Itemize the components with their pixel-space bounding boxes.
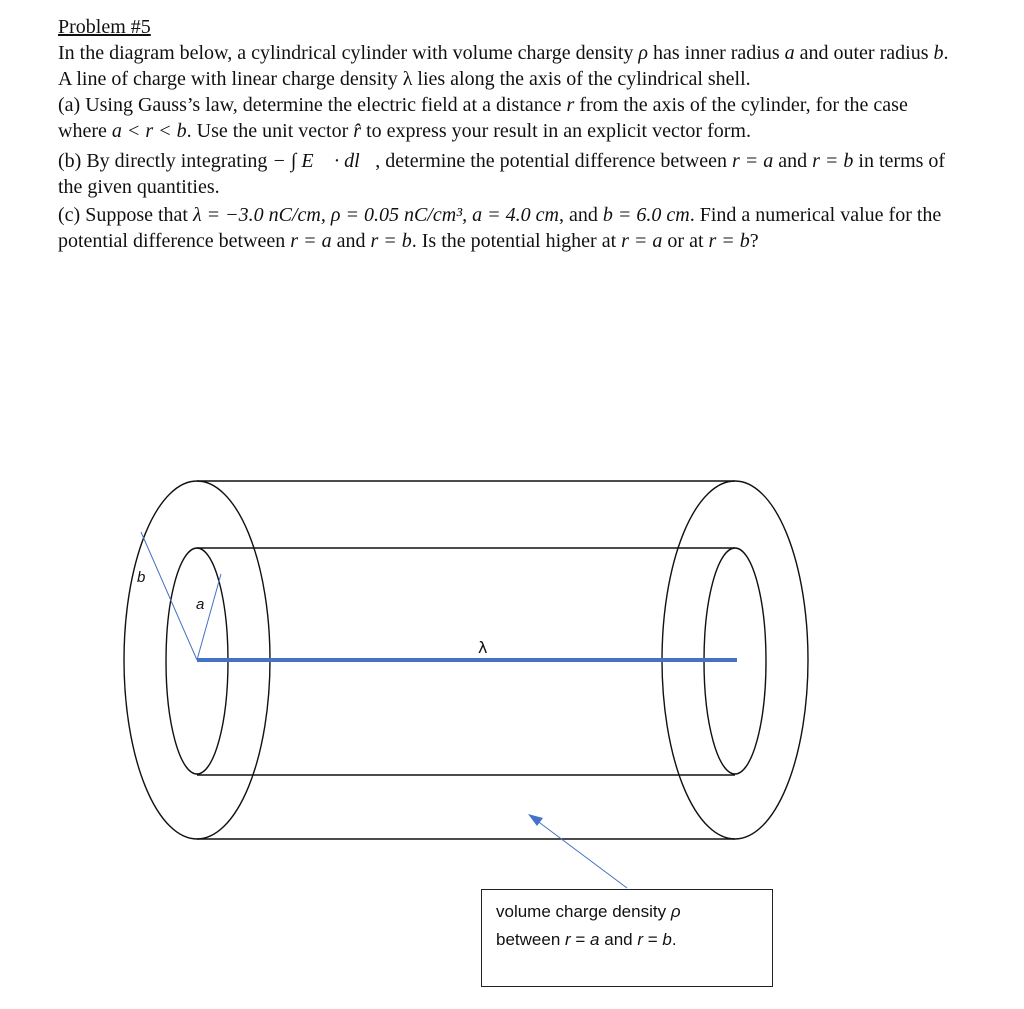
part-a: (a) Using Gauss’s law, determine the electric field at a distance r from the axis of the cylinder, for the case where a < r < b. Use the unit vector r̂ to express your result in an explicit vector form. [58, 94, 908, 142]
radius-a-line [197, 574, 221, 660]
label-b: b [137, 569, 146, 586]
part-c: (c) Suppose that λ = −3.0 nC/cm, ρ = 0.05 nC/cm³, a = 4.0 cm, and b = 6.0 cm. Find a numerical value for the potential difference between r = a and r = b. Is the potential higher at r = a or at r = b? [58, 204, 942, 252]
callout-arrow-line [536, 820, 627, 888]
callout-box [481, 889, 773, 987]
label-lambda: λ [478, 638, 488, 657]
problem-title: Problem #5 [58, 16, 151, 38]
label-a: a [196, 596, 205, 613]
part-b: (b) By directly integrating − ∫ E⃗ · dl⃗, determine the potential difference between r = a and r = b in terms of the given quantities. [58, 150, 946, 198]
problem-intro: In the diagram below, a cylindrical cylinder with volume charge density ρ has inner radius a and outer radius b. A line of charge with linear charge density λ lies along the axis of the cylindrical shell. [58, 42, 949, 90]
callout-arrowhead [528, 814, 543, 826]
callout-line-1: volume charge density ρ [496, 902, 681, 921]
callout-line-2: between r = a and r = b. [496, 930, 677, 949]
